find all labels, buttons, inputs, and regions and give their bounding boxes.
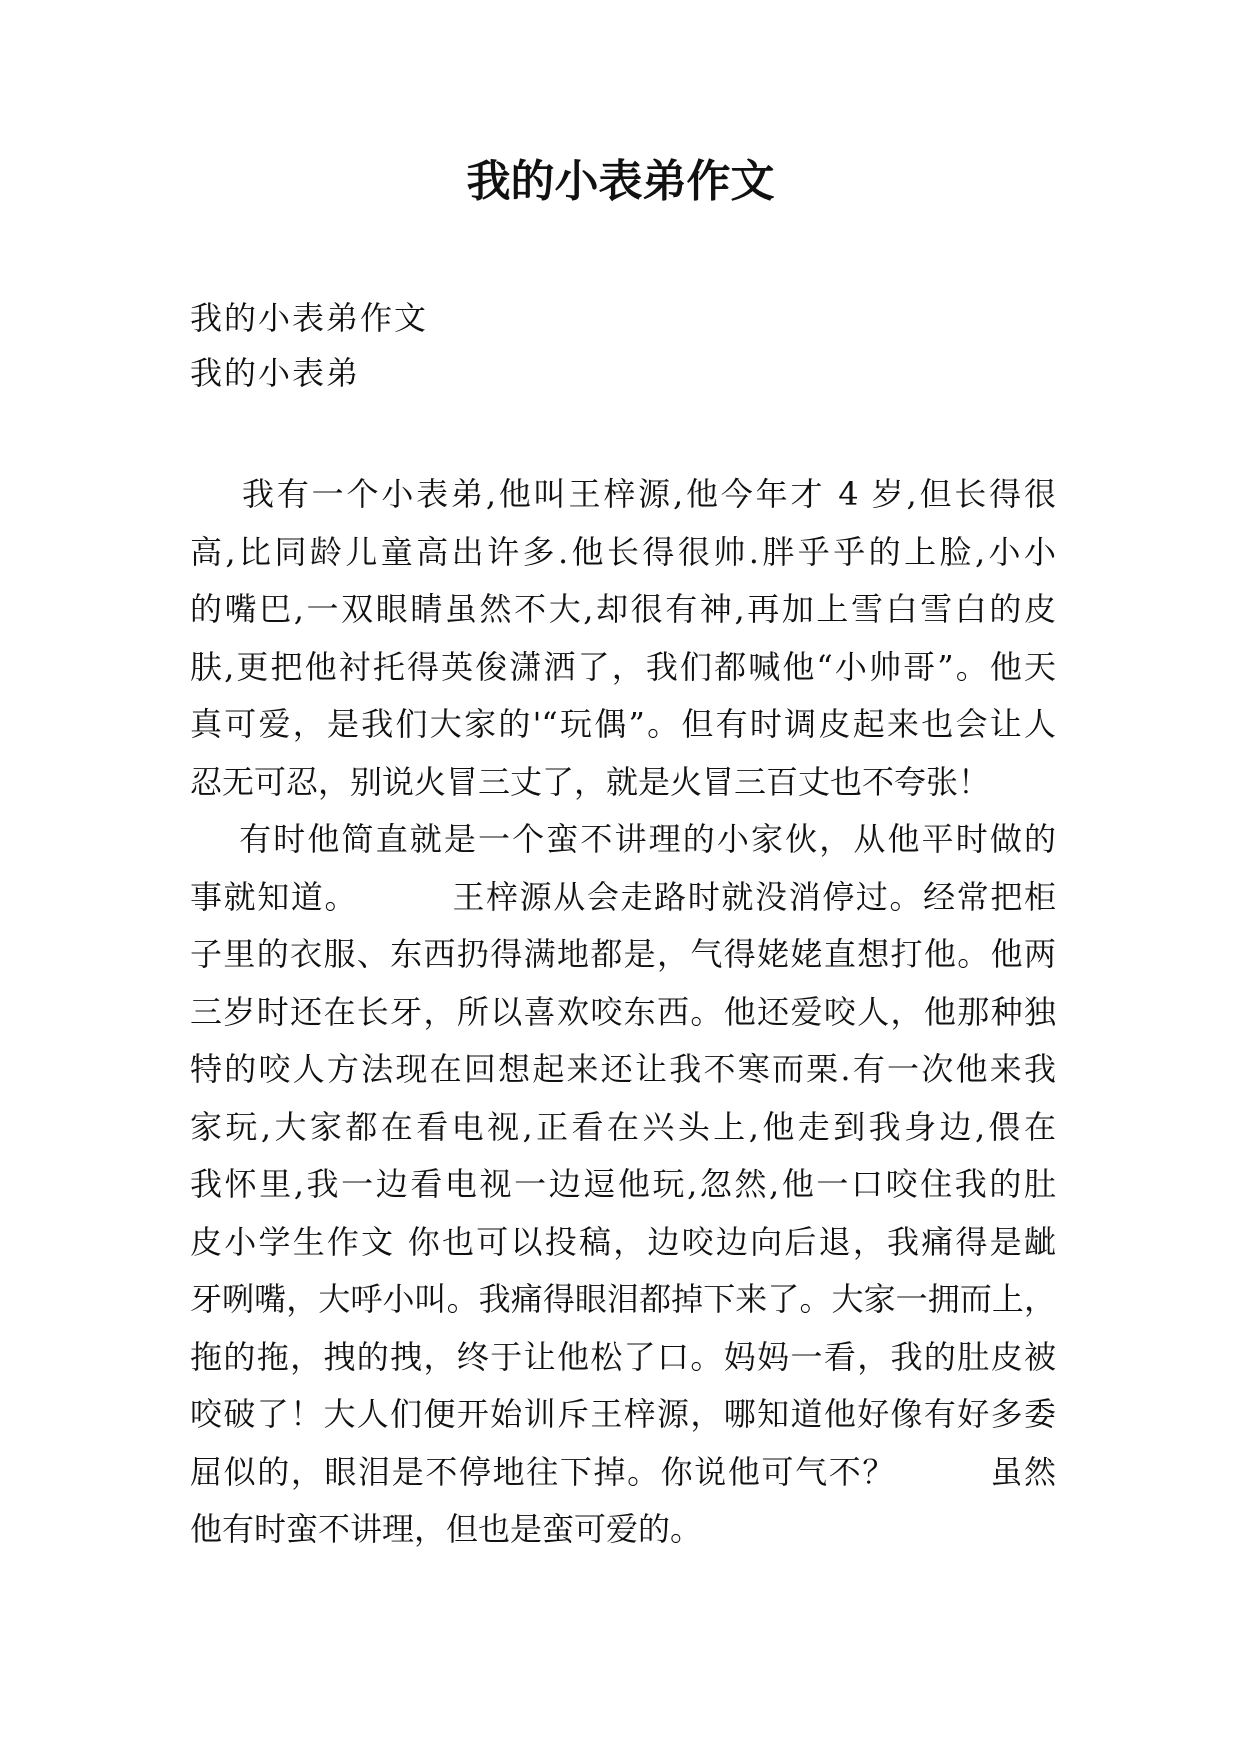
body-line: 屈似的，眼泪是不停地往下掉。你说他可气不？ 虽然 (190, 1452, 1056, 1491)
body-line: 三岁时还在长牙，所以喜欢咬东西。他还爱咬人，他那种独 (190, 992, 1056, 1031)
body-line: 咬破了！大人们便开始训斥王梓源，哪知道他好像有好多委 (190, 1395, 1056, 1433)
body-line: 牙咧嘴，大呼小叫。我痛得眼泪都掉下来了。大家一拥而上， (190, 1280, 1056, 1318)
body-line: 皮小学生作文 你也可以投稿，边咬边向后退，我痛得是龇 (190, 1222, 1056, 1261)
essay-body (190, 466, 1056, 1559)
body-line: 子里的衣服、东西扔得满地都是，气得姥姥直想打他。他两 (190, 935, 1056, 973)
body-line: 我有一个小表弟,他叫王梓源,他今年才 4 岁,但长得很 (190, 475, 1056, 513)
body-line: 的嘴巴,一双眼睛虽然不大,却很有神,再加上雪白雪白的皮 (190, 590, 1056, 628)
body-line: 我怀里,我一边看电视一边逗他玩,忽然,他一口咬住我的肚 (190, 1165, 1056, 1203)
body-line: 家玩,大家都在看电视,正看在兴头上,他走到我身边,偎在 (190, 1107, 1056, 1146)
body-line: 特的咬人方法现在回想起来还让我不寒而栗.有一次他来我 (190, 1050, 1056, 1088)
body-line: 肤,更把他衬托得英俊潇洒了，我们都喊他“小帅哥”。他天 (190, 647, 1056, 686)
body-line: 真可爱，是我们大家的'“玩偶”。但有时调皮起来也会让人 (190, 705, 1056, 743)
document-heading: 我的小表弟作文 (190, 299, 429, 337)
body-line: 高,比同龄儿童高出许多.他长得很帅.胖乎乎的上脸,小小 (190, 532, 1056, 571)
body-line: 忍无可忍，别说火冒三丈了，就是火冒三百丈也不夸张！ (190, 762, 991, 801)
body-line: 拖的拖，拽的拽，终于让他松了口。妈妈一看，我的肚皮被 (190, 1337, 1056, 1376)
page-title: 我的小表弟作文 (466, 156, 775, 207)
body-line: 有时他简直就是一个蛮不讲理的小家伙，从他平时做的 (190, 820, 1056, 858)
body-line: 事就知道。 王梓源从会走路时就没消停过。经常把柜 (190, 877, 1056, 916)
body-line: 他有时蛮不讲理，但也是蛮可爱的。 (190, 1510, 703, 1548)
document-subheading: 我的小表弟 (190, 354, 361, 392)
